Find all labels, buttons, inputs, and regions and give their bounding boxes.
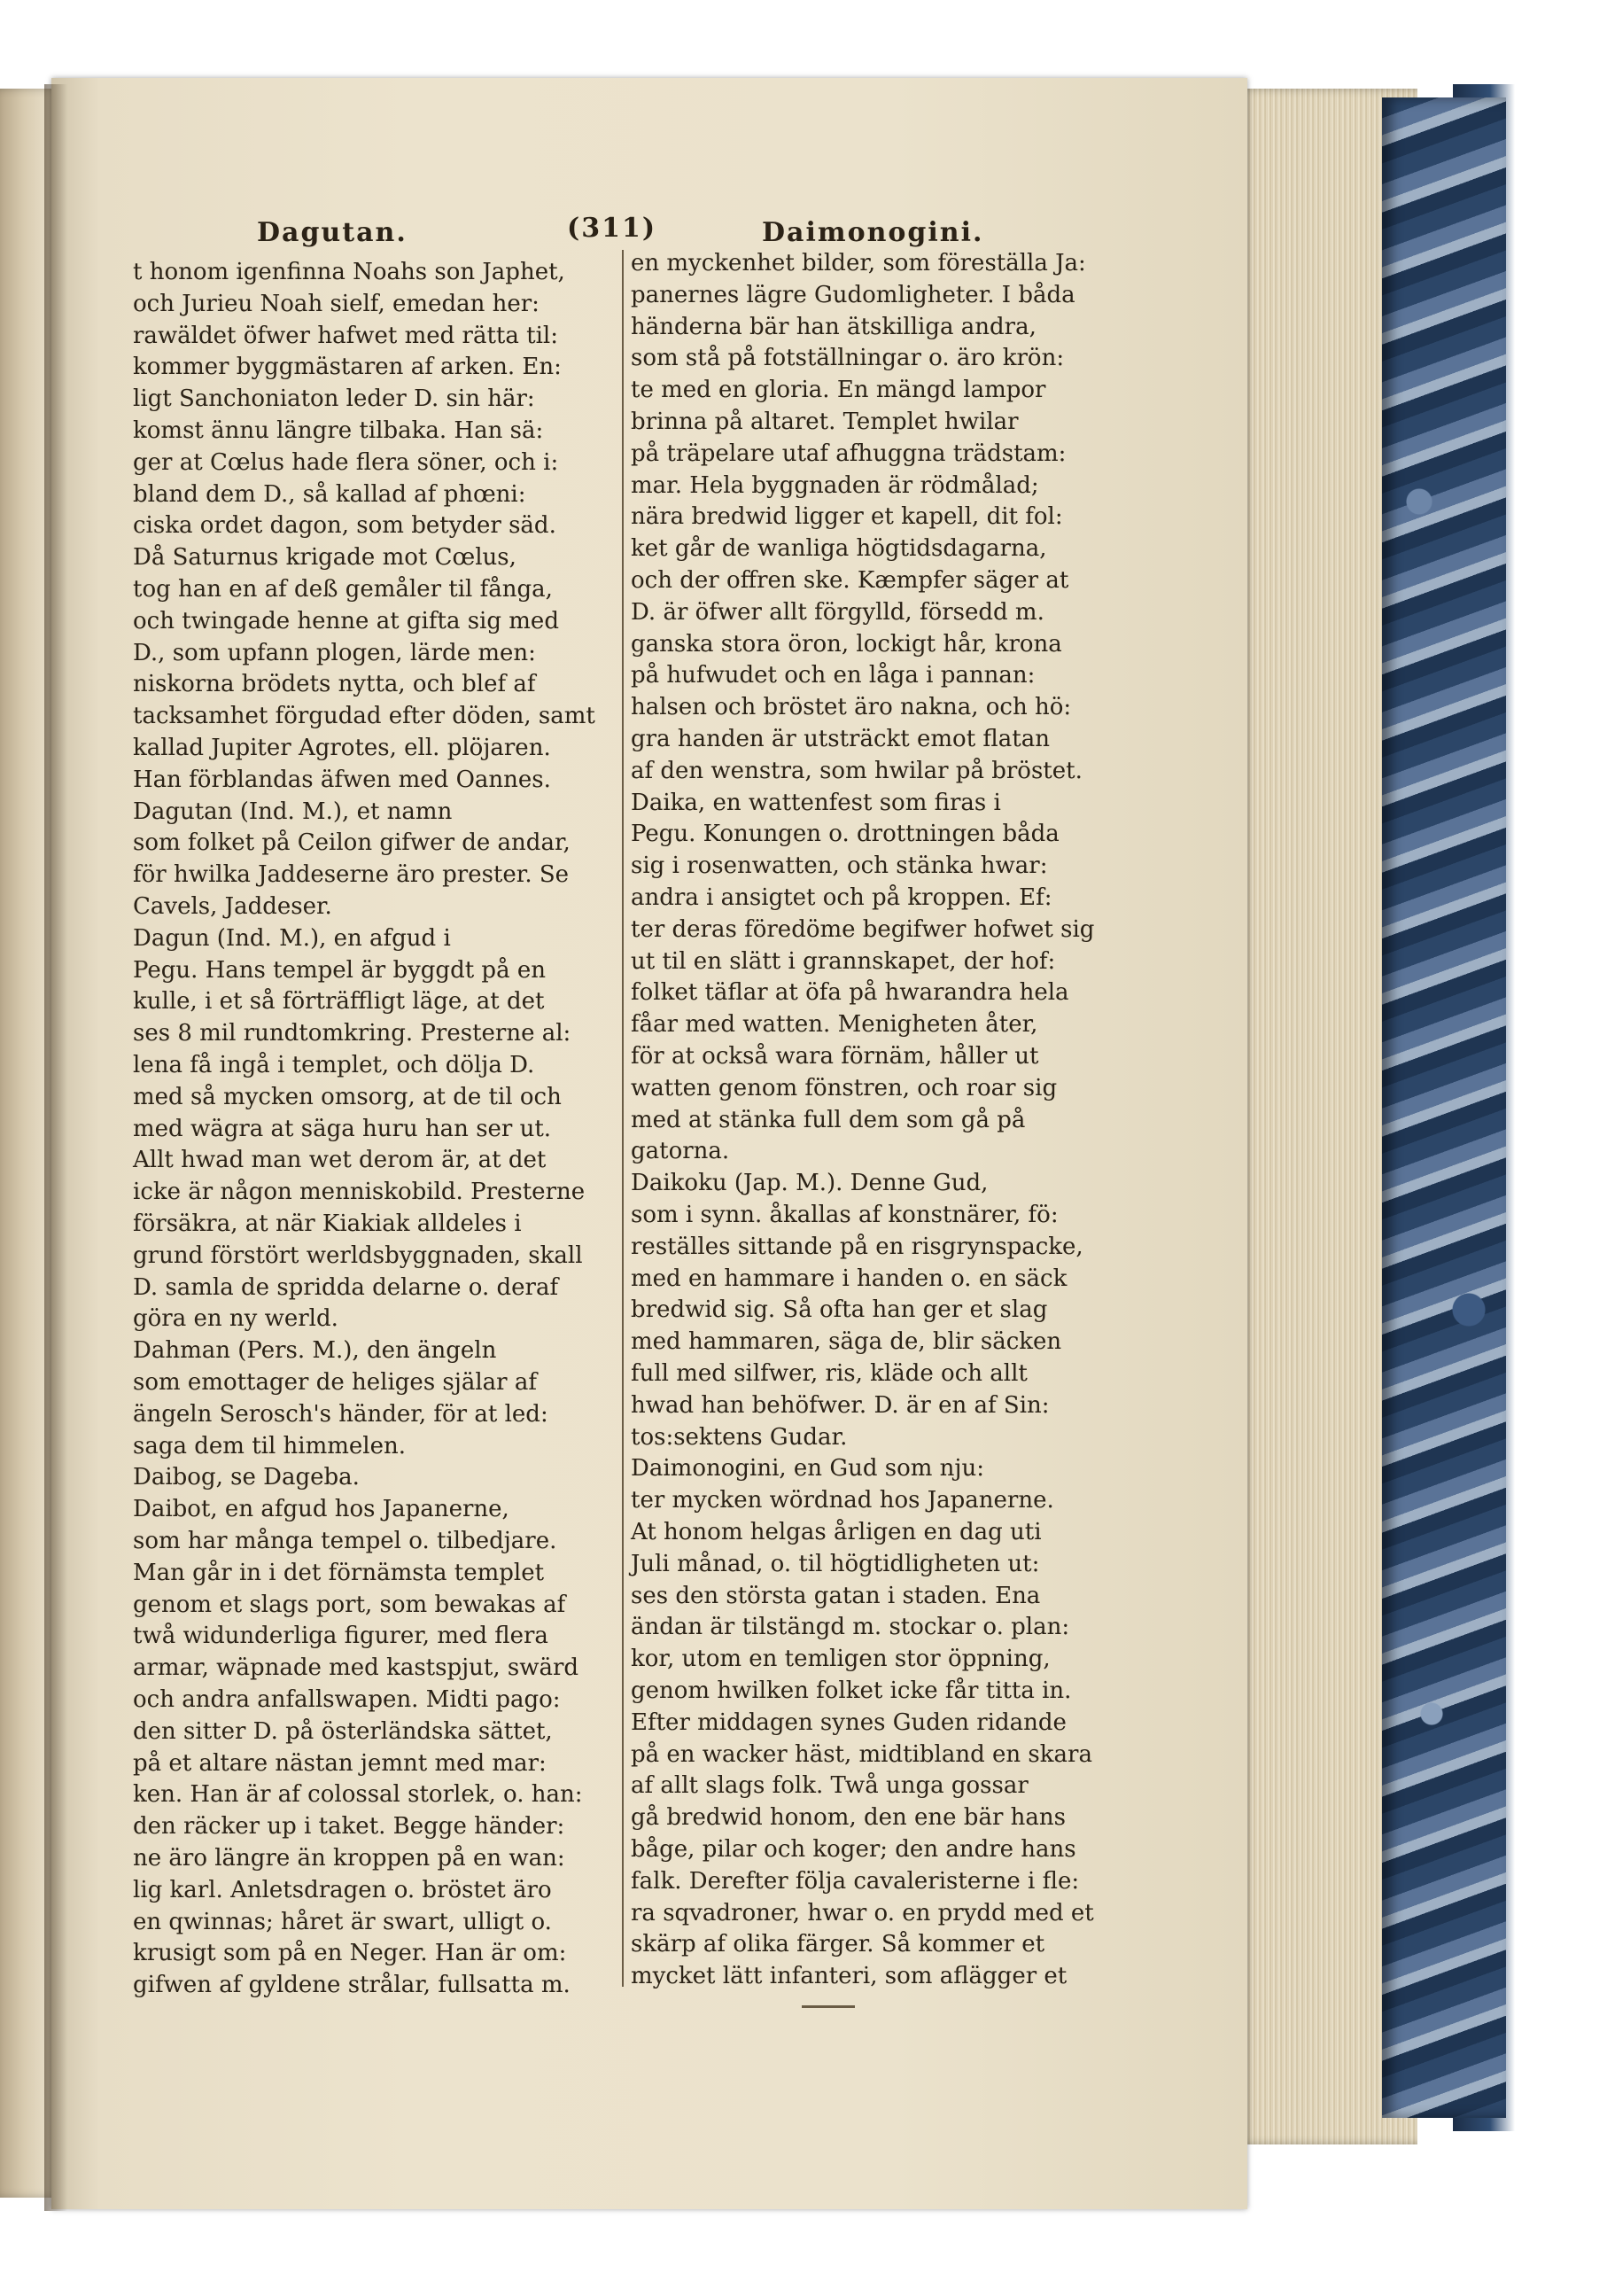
- left-text-line: bland dem D., så kallad af phœni:: [133, 480, 526, 508]
- left-text-line: D. samla de spridda delarne o. deraf: [133, 1273, 559, 1301]
- left-text-line: tacksamhet förgudad efter döden, samt: [133, 703, 595, 730]
- running-head-left: Dagutan.: [257, 217, 408, 248]
- right-text-line: Daika, en wattenfest som firas i: [631, 789, 1001, 816]
- left-text-line: med wägra at säga huru han ser ut.: [133, 1115, 552, 1142]
- right-text-line: ses den största gatan i staden. Ena: [631, 1582, 1041, 1609]
- left-text-line: med så mycken omsorg, at de til och: [133, 1083, 562, 1110]
- right-text-line: bredwid sig. Så ofta han ger et slag: [631, 1296, 1048, 1324]
- right-text-line: på hufwudet och en låga i pannan:: [631, 662, 1036, 689]
- left-text-line: Daibog, se Dageba.: [133, 1464, 360, 1491]
- left-text-line: t honom igenfinna Noahs son Japhet,: [133, 259, 565, 285]
- left-text-line: för hwilka Jaddeserne äro prester. Se: [133, 861, 570, 889]
- right-text-line: med at stänka full dem som gå på: [631, 1106, 1026, 1133]
- left-text-line: grund förstört werldsbyggnaden, skall: [133, 1241, 583, 1269]
- left-text-line: ses 8 mil rundtomkring. Presterne al:: [133, 1020, 571, 1047]
- right-text-line: och der offren ske. Kæmpfer säger at: [631, 567, 1069, 594]
- right-text-line: Daikoku (Jap. M.). Denne Gud,: [631, 1170, 989, 1197]
- left-text-line: Dagun (Ind. M.), en afgud i: [133, 924, 451, 952]
- right-text-line: båge, pilar och koger; den andre hans: [631, 1836, 1076, 1863]
- right-text-line: mycket lätt infanteri, som aflägger et: [631, 1963, 1068, 1990]
- left-text-line: försäkra, at när Kiakiak alldeles i: [133, 1210, 522, 1237]
- left-text-line: Dahman (Pers. M.), den ängeln: [133, 1337, 497, 1365]
- right-text-line: sig i rosenwatten, och stänka hwar:: [631, 852, 1048, 880]
- page-number: (311): [567, 213, 657, 244]
- left-text-line: armar, wäpnade med kastspjut, swärd: [133, 1654, 579, 1682]
- right-text-line: watten genom fönstren, och roar sig: [631, 1074, 1058, 1101]
- right-text-line: D. är öfwer allt förgylld, försedd m.: [631, 598, 1044, 626]
- right-text-line: för at också wara förnäm, håller ut: [631, 1043, 1039, 1070]
- right-text-line: skärp af olika färger. Så kommer et: [631, 1931, 1045, 1958]
- right-text-line: gatorna.: [631, 1138, 730, 1165]
- right-text-line: af allt slags folk. Twå unga gossar: [631, 1772, 1029, 1800]
- right-text-line: med hammaren, säga de, blir säcken: [631, 1328, 1062, 1356]
- left-text-line: på et altare nästan jemnt med mar:: [133, 1749, 547, 1777]
- left-text-line: och Jurieu Noah sielf, emedan her:: [133, 290, 540, 317]
- left-text-line: D., som upfann plogen, lärde men:: [133, 639, 536, 666]
- right-text-line: te med en gloria. En mängd lampor: [631, 377, 1046, 404]
- left-text-line: krusigt som på en Neger. Han är om:: [133, 1940, 567, 1967]
- right-text-line: tos:sektens Gudar.: [631, 1423, 848, 1451]
- right-text-line: af den wenstra, som hwilar på bröstet.: [631, 757, 1083, 784]
- right-text-line: händerna bär han ätskilliga andra,: [631, 313, 1037, 340]
- left-text-line: lig karl. Anletsdragen o. bröstet äro: [133, 1876, 552, 1903]
- right-text-line: på en wacker häst, midtibland en skara: [631, 1740, 1092, 1768]
- left-text-line: göra en ny werld.: [133, 1305, 338, 1333]
- left-text-line: och twingade henne at gifta sig med: [133, 607, 559, 634]
- left-text-line: Man går in i det förnämsta templet: [133, 1559, 545, 1586]
- left-text-line: ken. Han är af colossal storlek, o. han:: [133, 1781, 583, 1809]
- left-text-line: tog han en af deß gemåler til fånga,: [133, 576, 553, 603]
- bottom-ornament: [802, 2005, 855, 2008]
- left-text-line: niskorna brödets nytta, och blef af: [133, 671, 536, 698]
- right-text-line: folket täflar at öfa på hwarandra hela: [631, 979, 1069, 1007]
- right-text-line: Juli månad, o. til högtidligheten ut:: [631, 1550, 1040, 1577]
- left-text-line: gifwen af gyldene strålar, fullsatta m.: [133, 1972, 571, 1999]
- right-text-line: andra i ansigtet och på kroppen. Ef:: [631, 884, 1052, 911]
- right-text-line: nära bredwid ligger et kapell, dit fol:: [631, 503, 1063, 531]
- right-text-line: Pegu. Konungen o. drottningen båda: [631, 821, 1060, 848]
- left-text-line: twå widunderliga figurer, med flera: [133, 1623, 548, 1650]
- left-text-line: lena få ingå i templet, och dölja D.: [133, 1052, 535, 1078]
- left-text-line: Allt hwad man wet derom är, at det: [133, 1147, 547, 1174]
- right-text-line: kor, utom en temligen stor öppning,: [631, 1646, 1051, 1673]
- right-text-line: mar. Hela byggnaden är rödmålad;: [631, 471, 1039, 499]
- right-text-line: panernes lägre Gudomligheter. I båda: [631, 281, 1075, 308]
- right-text-line: brinna på altaret. Templet hwilar: [631, 409, 1019, 435]
- right-text-line: ter deras föredöme begifwer hofwet sig: [631, 915, 1095, 943]
- left-text-line: komst ännu längre tilbaka. Han sä:: [133, 417, 544, 444]
- left-text-line: som folket på Ceilon gifwer de andar,: [133, 829, 571, 857]
- left-text-line: rawäldet öfwer hafwet med rätta til:: [133, 322, 558, 349]
- left-text-line: Dagutan (Ind. M.), et namn: [133, 798, 453, 825]
- right-text-line: halsen och bröstet äro nakna, och hö:: [631, 694, 1072, 721]
- right-text-line: på träpelare utaf afhuggna trädstam:: [631, 440, 1067, 467]
- left-text-line: den räcker up i taket. Begge händer:: [133, 1813, 565, 1841]
- right-text-line: full med silfwer, ris, kläde och allt: [631, 1360, 1028, 1387]
- right-text-line: genom hwilken folket icke får titta in.: [631, 1677, 1072, 1704]
- left-text-line: ligt Sanchoniaton leder D. sin här:: [133, 385, 535, 413]
- left-text-line: icke är någon menniskobild. Presterne: [133, 1179, 586, 1206]
- left-text-line: ängeln Serosch's händer, för at led:: [133, 1400, 548, 1428]
- left-text-line: en qwinnas; håret är swart, ulligt o.: [133, 1908, 552, 1935]
- left-text-line: Pegu. Hans tempel är byggdt på en: [133, 956, 546, 984]
- right-text-line: ra sqvadroner, hwar o. en prydd med et: [631, 1899, 1094, 1926]
- left-text-line: Han förblandas äfwen med Oannes.: [133, 766, 551, 793]
- left-text-line: som emottager de heliges själar af: [133, 1369, 537, 1396]
- left-text-line: ne äro längre än kroppen på en wan:: [133, 1845, 565, 1872]
- right-text-line: ket går de wanliga högtidsdagarna,: [631, 535, 1047, 563]
- right-text-line: gå bredwid honom, den ene bär hans: [631, 1804, 1066, 1832]
- right-text-line: reställes sittande på en risgrynspacke,: [631, 1233, 1083, 1260]
- right-text-line: som i synn. åkallas af konstnärer, fö:: [631, 1202, 1059, 1228]
- running-head-right: Daimonogini.: [762, 217, 984, 248]
- right-text-line: fåar med watten. Menigheten åter,: [631, 1011, 1038, 1039]
- right-text-line: falk. Derefter följa cavaleristerne i fle:: [631, 1867, 1080, 1895]
- left-text-line: ciska ordet dagon, som betyder säd.: [133, 512, 556, 540]
- right-text-line: ändan är tilstängd m. stockar o. plan:: [631, 1614, 1070, 1641]
- column-divider: [622, 250, 624, 1987]
- left-text-line: som har många tempel o. tilbedjare.: [133, 1528, 557, 1554]
- right-text-line: en myckenhet bilder, som föreställa Ja:: [631, 250, 1086, 276]
- right-text-line: gra handen är utsträckt emot flatan: [631, 726, 1050, 752]
- right-text-line: som stå på fotställningar o. äro krön:: [631, 345, 1065, 372]
- left-text-line: den sitter D. på österländska sättet,: [133, 1717, 553, 1745]
- left-text-line: saga dem til himmelen.: [133, 1432, 407, 1459]
- right-text-line: hwad han behöfwer. D. är en af Sin:: [631, 1391, 1050, 1419]
- left-text-line: kulle, i et så förträffligt läge, at det: [133, 988, 545, 1016]
- right-text-line: ut til en slätt i grannskapet, der hof:: [631, 947, 1056, 975]
- left-text-line: och andra anfallswapen. Midti pago:: [133, 1686, 561, 1713]
- left-text-line: genom et slags port, som bewakas af: [133, 1591, 566, 1618]
- right-text-line: ter mycken wördnad hos Japanerne.: [631, 1487, 1054, 1514]
- left-text-line: Då Saturnus krigade mot Cœlus,: [133, 544, 516, 572]
- left-text-line: kallad Jupiter Agrotes, ell. plöjaren.: [133, 735, 551, 761]
- left-text-line: Cavels, Jaddeser.: [133, 893, 332, 920]
- right-text-line: ganska stora öron, lockigt hår, krona: [631, 630, 1062, 658]
- left-text-line: ger at Cœlus hade flera söner, och i:: [133, 448, 559, 476]
- left-text-line: kommer byggmästaren af arken. En:: [133, 354, 562, 381]
- right-text-line: Efter middagen synes Guden ridande: [631, 1708, 1067, 1736]
- right-text-line: med en hammare i handen o. en säck: [631, 1265, 1068, 1292]
- left-text-line: Daibot, en afgud hos Japanerne,: [133, 1496, 509, 1523]
- right-text-line: At honom helgas årligen en dag uti: [631, 1519, 1042, 1545]
- right-text-line: Daimonogini, en Gud som nju:: [631, 1455, 984, 1483]
